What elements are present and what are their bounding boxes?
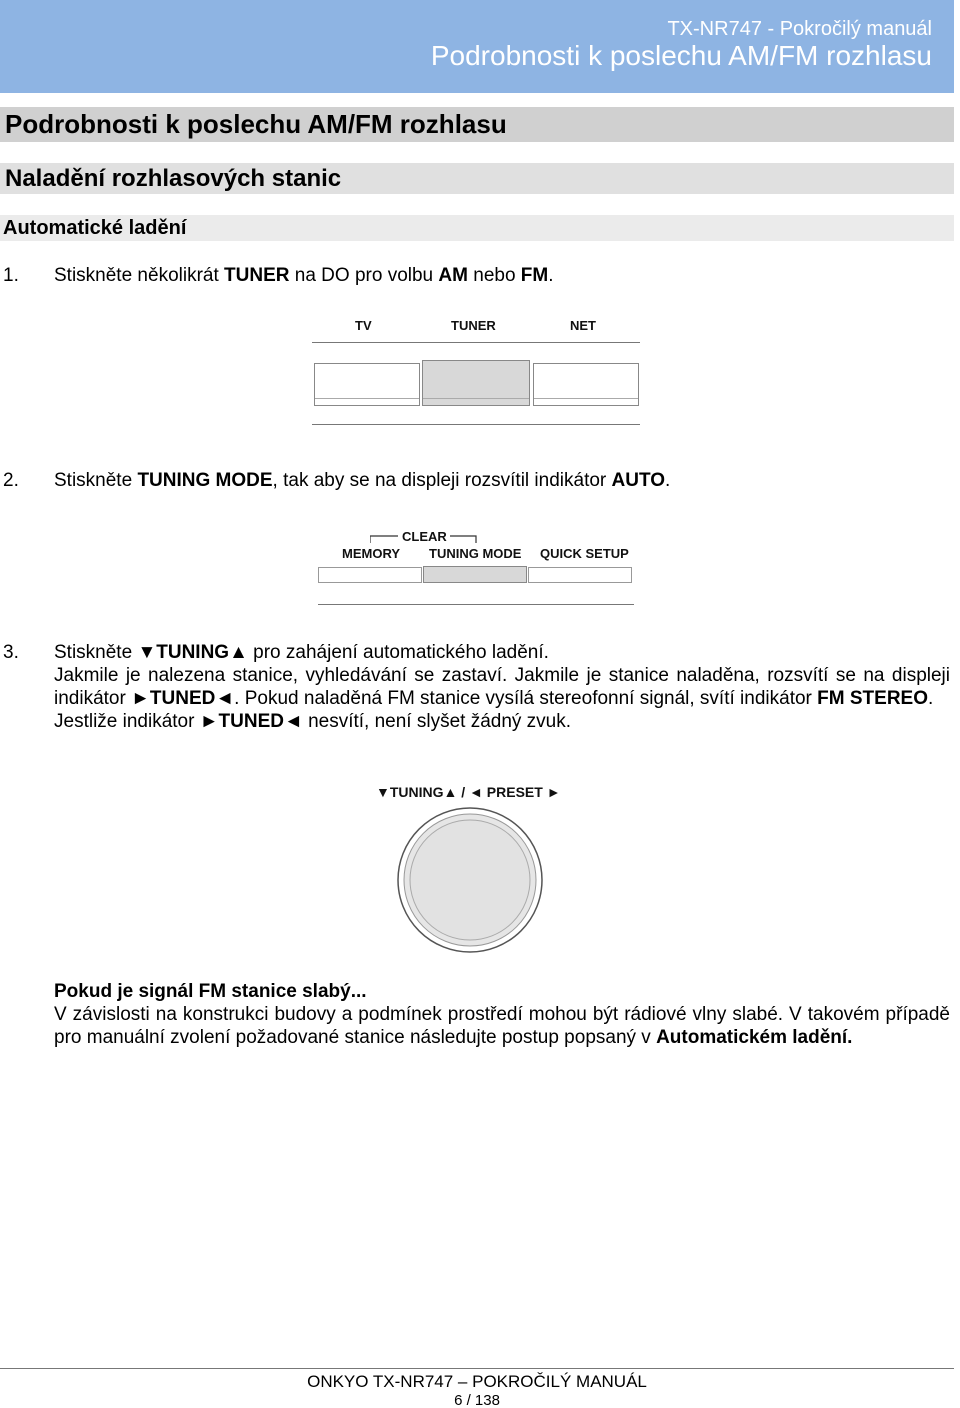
heading-level-3: Automatické ladění (0, 215, 954, 241)
manual-title: TX-NR747 - Pokročilý manuál (667, 18, 932, 40)
remote-label-clear: CLEAR (402, 529, 447, 544)
remote-label-tv: TV (355, 318, 372, 333)
button-name: TUNING MODE (137, 470, 273, 491)
remote-label-quick-setup: QUICK SETUP (540, 546, 629, 561)
remote-label-net: NET (570, 318, 596, 333)
heading-level-2: Naladění rozhlasových stanic (0, 163, 954, 194)
text: . (928, 688, 934, 709)
remote-tuner-button (422, 360, 530, 406)
remote-label-tuning-mode: TUNING MODE (429, 546, 522, 561)
remote-divider (312, 342, 640, 343)
note-title: Pokud je signál FM stanice slabý... (54, 981, 367, 1002)
button-name: TUNER (224, 265, 290, 286)
heading-level-1: Podrobnosti k poslechu AM/FM rozhlasu (0, 107, 954, 142)
text: Jakmile je nalezena stanice, vyhledávání se zastaví. Jakmile je stanice naladěna, rozsvítí se na displeji indikátor (54, 665, 950, 709)
remote-net-button (533, 363, 639, 406)
indicator-name: AUTO (611, 470, 666, 491)
step-3-line-3 (54, 710, 950, 733)
remote-divider (318, 604, 634, 605)
remote-quick-setup-button (528, 567, 632, 583)
footer-divider (0, 1368, 954, 1369)
remote-label-tuner: TUNER (451, 318, 496, 333)
text: Jestliže indikátor (54, 711, 200, 732)
band-name: AM (438, 265, 468, 286)
text: nesvítí, není slyšet žádný zvuk. (302, 711, 572, 732)
text: Stiskněte (54, 642, 138, 663)
step-number: 3. (3, 642, 19, 663)
band-name: FM (520, 265, 549, 286)
remote-label-memory: MEMORY (342, 546, 401, 561)
note-link: Automatickém ladění. (656, 1027, 853, 1048)
indicator-name: FM STEREO (817, 688, 928, 709)
note-text: V závislosti na konstrukci budovy a podmínek prostředí mohou být rádiové vlny slabé. V takovém případě pro manuální zvolení požadované stanice následujte postup popsaný v (54, 1004, 950, 1048)
step-3 (0, 641, 954, 753)
footer-title: ONKYO TX-NR747 – POKROČILÝ MANUÁL (307, 1372, 647, 1391)
note-block (54, 980, 950, 1049)
text: nebo (467, 265, 521, 286)
remote-memory-button (318, 567, 422, 583)
step-3-line-1 (54, 641, 950, 664)
remote-tv-button (314, 363, 420, 406)
text: na DO pro volbu (289, 265, 439, 286)
dial-label: ▼TUNING▲ / ◄ PRESET ► (376, 784, 561, 800)
text: . (665, 470, 671, 491)
text: Stiskněte několikrát (54, 265, 225, 286)
header-section-title: Podrobnosti k poslechu AM/FM rozhlasu (430, 40, 932, 71)
text: . (548, 265, 554, 286)
button-name: ▼TUNING▲ (137, 642, 248, 663)
page-number: 6 / 138 (454, 1392, 500, 1408)
text: pro zahájení automatického ladění. (247, 642, 549, 663)
remote-divider (312, 424, 640, 425)
text: Stiskněte (54, 470, 138, 491)
indicator-name: ►TUNED◄ (199, 711, 303, 732)
tuning-dial-illustration (396, 806, 544, 954)
text: , tak aby se na displeji rozsvítil indikátor (272, 470, 612, 491)
indicator-name: ►TUNED◄ (131, 688, 235, 709)
remote-tuning-mode-button (423, 566, 527, 583)
step-text (54, 264, 950, 287)
step-text (54, 641, 950, 733)
step-1 (0, 264, 954, 288)
step-number: 1. (3, 265, 19, 286)
step-3-line-2 (54, 664, 950, 710)
step-text (54, 469, 950, 492)
step-2 (0, 469, 954, 493)
step-number: 2. (3, 470, 19, 491)
text: . Pokud naladěná FM stanice vysílá stereofonní signál, svítí indikátor (234, 688, 818, 709)
